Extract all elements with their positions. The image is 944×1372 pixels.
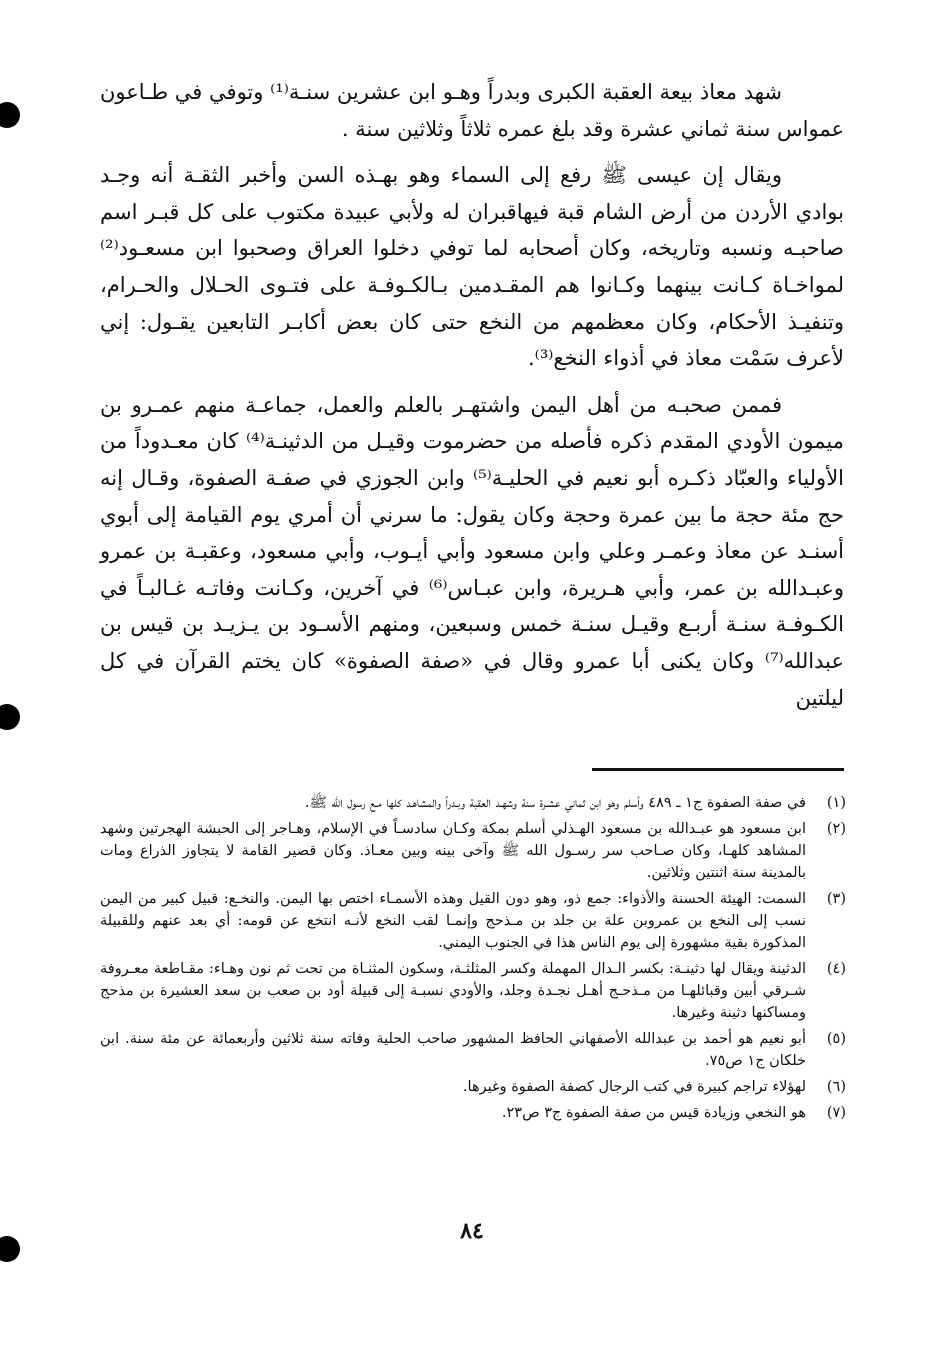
footnote-number: (٥) — [826, 1031, 846, 1047]
footnote-number: (٢) — [826, 821, 846, 837]
footnote-text: في صفة الصفوة ج١ ـ ٤٨٩ وأسلم وهو ابن ثماني عشـرة سنة وشهـد العقبة وبـدراً والمشاهـد كلها مـع رسول الله ﷺ. — [304, 795, 806, 811]
footnote-2 — [100, 818, 846, 884]
footnote-3 — [100, 888, 846, 954]
footnote-text: لهؤلاء تراجم كبيرة في كتب الرجال كصفة الصفوة وغيرها. — [462, 1079, 806, 1095]
footnote-number: (٣) — [826, 891, 846, 907]
footnote-text: ابن مسعود هو عبـدالله بن مسعود الهـذلي أسلم بمكة وكـان سادسـاً في الإسلام، وهـاجر إلى الحبشة الهجرتين وشهد المشاهد كلهـا، وكان صـاحب سر رسـول الله ﷺ وآخى بينه وبين معـاذ. وكان قصير القامة لا يتجاوز الذراع ومات بالمدينة سنة اثنتين وثلاثين. — [100, 821, 806, 881]
footnote-text: هو النخعي وزيادة قيس من صفة الصفوة ج٣ ص٢٣. — [501, 1105, 806, 1121]
paragraph-3: فممن صحبـه من أهل اليمن واشتهـر بالعلم والعمل، جماعـة منهم عمـرو بن ميمون الأودي المقدم ذكره فأصله من حضرموت وقيـل من الدثينـة⁽⁴⁾ كان معـدوداً من الأولياء والعبّاد ذكـره أبو نعيم في الحليـة⁽⁵⁾ وابن الجوزي في صفـة الصفوة، وقـال إنه حج مئة حجة ما بين عمرة وحجة وكان يقول: ما سرني أن أمري يوم القيامة إلى أبوي أسنـد عن معاذ وعمـر وعلي وابن مسعود وأبي أيـوب، وأبي مسعود، وعقبـة بن عمرو وعبـدالله بن عمر، وأبي هـريرة، وابن عبـاس⁽⁶⁾ في آخرين، وكـانت وفاتـه غـالبـاً في الكـوفـة سنـة أربـع وقيـل سنـة خمس وسبعين، ومنهم الأسـود بن يـزيـد بن قيس بن عبدالله⁽⁷⁾ وكان يكنى أبا عمرو وقال في «صفة الصفوة» كان يختم القرآن في كل ليلتين — [100, 392, 845, 710]
footnote-text: الدثينة ويقال لها دثينـة: بكسر الـدال المهملة وكسر المثلثـة، وسكون المثنـاة من تحت ثم نون وهـاء: مقـاطعة معـروفة شـرقي أبين وقبائلهـا من مـذحـج أهـل نجـدة وجلد، والأودي نسبـة إلى قبيلة أود بن صعب بن سعد العشيرة بن مذحج ومساكنها دثينة وغيرها. — [100, 961, 806, 1021]
footnotes — [100, 792, 846, 1128]
footnote-1 — [100, 792, 846, 814]
footnote-7 — [100, 1102, 846, 1124]
footnote-number: (٤) — [826, 961, 846, 977]
footnote-text: السمت: الهيئة الحسنة والأذواء: جمع ذو، وهو دون القيل وهذه الأسمـاء اختص بها اليمن. والنخـع: قبيل كبير من اليمن نسب إلى النخع بن عمروبن علة بن جلد بن مـذحج وإنمـا لقب النخع لأنـه انتخع عن قومه: أي بعد عنهم وللقبيلة المذكورة بقية مشهورة إلى يوم الناس هذا في الجنوب اليمني. — [100, 891, 806, 951]
footnote-number: (٦) — [826, 1079, 846, 1095]
footnote-separator — [592, 768, 844, 771]
binder-hole-top — [0, 102, 20, 128]
footnote-4 — [100, 958, 846, 1024]
footnote-number: (١) — [826, 795, 846, 811]
paragraph-2: ويقال إن عيسى ﷺ رفع إلى السماء وهو بهـذه السن وأخبر الثقـة أنه وجـد بوادي الأردن من أرض الشام قبة فيهاقبران له ولأبي عبيدة مكتوب على كل قبـر اسم صاحبـه ونسبه وتاريخه، وكان أصحابه لما توفي دخلوا العراق وصحبوا ابن مسعـود⁽²⁾ لمواخـاة كـانت بينهما وكـانوا هم المقـدمين بـالكـوفـة على فتـوى الحـلال والحـرام، وتنفيـذ الأحكام، وكان معظمهم من النخع حتى كان بعض أكابـر التابعين يقـول: إني لأعرف سَمْت معاذ في أذواء النخع⁽³⁾. — [100, 163, 844, 371]
footnote-number: (٧) — [826, 1105, 846, 1121]
footnote-6 — [100, 1076, 846, 1098]
footnote-5 — [100, 1028, 846, 1072]
main-text — [100, 74, 844, 726]
binder-hole-middle — [0, 704, 20, 730]
page-number: ٨٤ — [460, 1218, 484, 1244]
footnote-text: أبو نعيم هو أحمد بن عبدالله الأصفهاني الحافظ المشهور صاحب الحلية وفاته سنة ثلاثين وأربعمائة عن مئة سنة. ابن خلكان ج١ ص٧٥. — [100, 1031, 806, 1069]
paragraph-1: شهد معاذ بيعة العقبة الكبرى وبدراً وهـو ابن عشرين سنـة⁽¹⁾ وتوفي في طـاعون عمواس سنة ثماني عشرة وقد بلغ عمره ثلاثاً وثلاثين سنة . — [100, 80, 844, 141]
